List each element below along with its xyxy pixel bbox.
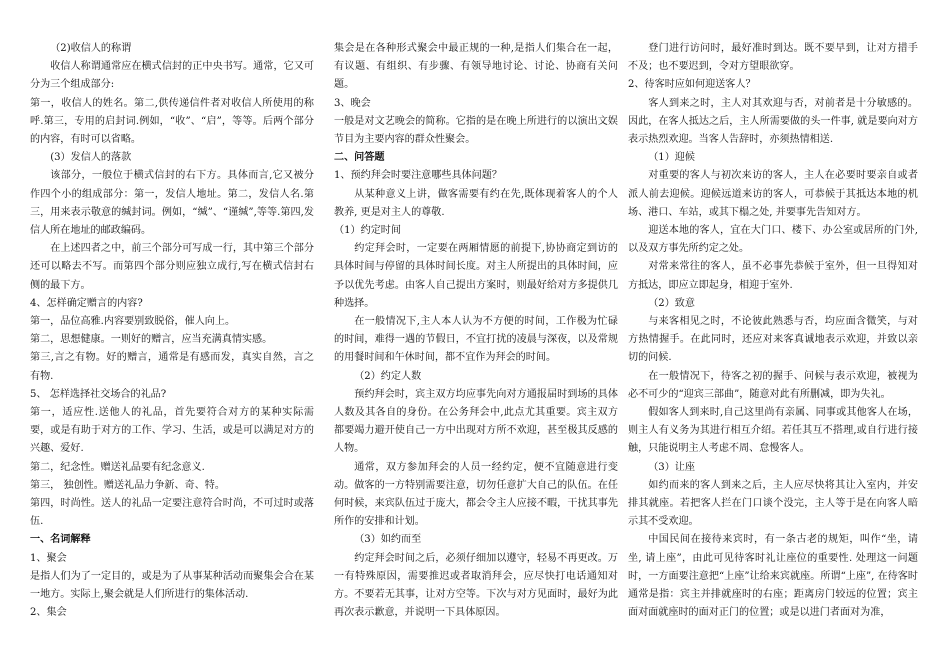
paragraph: （1）约定时间 (334, 225, 401, 237)
paragraph: 第四，时尚性。送人的礼品一定要注意符合时尚，不可过时或落伍. (30, 498, 314, 528)
paragraph: （3）让座 (648, 461, 695, 473)
paragraph: 登门进行访问时，最好准时到达。既不要早到，让对方措手不及；也不要迟到，令对方望眼欲穿。 (628, 43, 918, 73)
column-left (30, 40, 314, 623)
paragraph: 约定拜会时间之后，必须仔细加以遵守，轻易不再更改。万一有特殊原因，需要推迟或者取消拜会，应尽快打电话通知对方。不要若无其事，让对方空等。下次与对方见面时，最好为此再次表示歉意，并说明一下具体原因。 (334, 552, 618, 619)
paragraph: （2）约定人数 (354, 370, 422, 382)
paragraph: 是指人们为了一定目的，或是为了从事某种活动而聚集会合在某一地方。实际上,聚会就是人们所进行的集体活动. (30, 570, 314, 601)
paragraph: 第三,言之有物。好的赠言，通常是有感而发，真实自然，言之有物. (30, 352, 314, 382)
section-heading: 一、名词解释 (30, 534, 91, 546)
paragraph: 2、集会 (30, 607, 67, 619)
paragraph: 约定拜会时，一定要在两厢情愿的前提下,协协商定到访的具体时间与停留的具体时间长度。对主人所提出的具体时间，应予以优先考虑。由客人自己提出方案时，则最好给对方多提供几种选择。 (334, 243, 618, 309)
paragraph: 4、怎样确定赠言的内容? (30, 297, 143, 309)
paragraph: 客人到来之时，主人对其欢迎与否，对前者是十分敏感的。因此，在客人抵达之后，主人所需要做的头一件事, 就是要向对方表示热烈欢迎。当客人告辞时，亦须热情相送. (628, 97, 918, 146)
paragraph: 第二，思想健康。一则好的赠言，应当充满真情实感。 (30, 334, 273, 346)
paragraph: 收信人称谓通常应在横式信封的正中央书写。通常，它又可分为三个组成部分: (30, 61, 314, 91)
column-right (628, 40, 918, 623)
paragraph: 对常来常往的客人，虽不必事先恭候于室外，但一旦得知对方抵达，即应立即起身，相迎于室外. (628, 261, 918, 291)
paragraph: 第三， 独创性。赠送礼品力争新、奇、特。 (30, 479, 225, 491)
paragraph: （2）致意 (648, 297, 695, 309)
paragraph: 一般是对文艺晚会的简称。它指的是在晚上所进行的以演出文娱节目为主要内容的群众性聚会。 (334, 115, 618, 146)
paragraph: 在上述四者之中，前三个部分可写成一行，其中第三个部分还可以略去不写。而第四个部分则应独立成行,写在横式信封右侧的最下方。 (30, 243, 314, 291)
paragraph: 在一般情况下,主人本人认为不方便的时间，工作极为忙碌的时间，难得一遇的节假日，不宜打扰的凌晨与深夜，以及常规的用餐时间和午休时间，都不宜作为拜会的时间。 (334, 316, 618, 364)
paragraph: 1、聚会 (30, 552, 67, 564)
paragraph: 中国民间在接待来宾时，有一条古老的规矩，叫作“坐，请坐, 请上座”，由此可见待客时礼让座位的重要性. 处理这一问题时，一方面要注意把“上座”让给来宾就座。所谓“上座”, 在待客时通常是指：宾主并排就座时的右座；距离房门较远的位置；宾主面对面就座时的面对正门的位置；或是以进门者面对为准， (628, 534, 918, 619)
paragraph: 在一般情况下，待客之初的握手、问候与表示欢迎，被视为必不可少的“迎宾三部曲”，随意对此有所删减，即为失礼。 (628, 370, 918, 400)
paragraph: 第二，纪念性。赠送礼品要有纪念意义. (30, 461, 205, 473)
paragraph: 迎送本地的客人，宜在大门口、楼下、办公室或居所的门外,以及双方事先所约定之处。 (628, 225, 918, 255)
paragraph: 集会是在各种形式聚会中最正规的一种,是指人们集合在一起，有议题、有组织、有步骤、有领导地讨论、讨论、协商有关问题。 (334, 43, 618, 91)
section-heading: 二、问答题 (334, 152, 385, 164)
paragraph: 对重要的客人与初次来访的客人，主人在必要时要亲自或者派人前去迎候。迎候远道来访的客人，可恭候于其抵达本地的机场、港口、车站，或其下榻之处, 并要事先告知对方。 (628, 170, 918, 218)
paragraph: 假如客人到来时,自己这里尚有亲属、同事或其他客人在场，则主人有义务为其进行相互介绍。若任其互不搭理,或自行进行接触，只能说明主人考虑不周、怠慢客人。 (628, 407, 918, 455)
paragraph: 从某种意义上讲，做客需要有约在先,既体现着客人的个人教养, 更是对主人的尊敬. (334, 188, 618, 218)
paragraph: 通常，双方参加拜会的人员一经约定，便不宜随意进行变动。做客的一方特别需要注意，切勿任意扩大自己的队伍。在任何时候，来宾队伍过于庞大，都会令主人应接不暇，干扰其事先所作的安排和计划。 (334, 461, 618, 528)
paragraph: （1）迎候 (648, 152, 695, 164)
paragraph: 该部分，一般位于横式信封的右下方。具体而言,它又被分作四个小的组成部分：第一，发信人地址。第二，发信人名.第三，用来表示敬意的缄封词。例如，“缄”、“谨缄”,等等.第四,发信人所在地址的邮政编码。 (30, 170, 314, 237)
paragraph: 2、待客时应如何迎送客人？ (628, 79, 756, 91)
paragraph: 预约拜会时，宾主双方均应事先向对方通报届时到场的具体人数及其各自的身份。在公务拜会中,此点尤其重要。宾主双方都要竭力避开使自己一方中出现对方所不欢迎，甚至极其反感的人物。 (334, 388, 618, 455)
paragraph: 如约而来的客人到来之后，主人应尽快将其让入室内，并安排其就座。若把客人拦在门口谈个没完，主人等于是在向客人暗示其不受欢迎。 (628, 479, 918, 528)
paragraph: 与来客相见之时，不论彼此熟悉与否，均应面含微笑，与对方热情握手。在此同时，还应对来客真诚地表示欢迎，并致以亲切的问候. (628, 316, 918, 364)
paragraph: （3）如约而至 (354, 534, 422, 546)
paragraph: 5、 怎样选择社交场合的礼品? (30, 388, 167, 400)
paragraph: 第一，适应性.送他人的礼品，首先要符合对方的某种实际需要，或是有助于对方的工作、学习、生活，或是可以满足对方的兴趣、爱好. (30, 407, 314, 455)
paragraph: 第一，收信人的姓名。第二,供传递信件者对收信人所使用的称呼.第三，专用的启封词.例如，“收”、“启”，等等。后两个部分的内容，有时可以省略。 (30, 97, 314, 146)
paragraph: 1、预约拜会时要注意哪些具体问题？ (334, 170, 502, 182)
paragraph: (3）发信人的落款 (50, 152, 132, 164)
paragraph: 3、晚会 (334, 97, 371, 109)
column-middle (334, 40, 618, 623)
paragraph: （2)收信人的称谓 (50, 43, 132, 54)
paragraph: 第一，品位高雅.内容要别致脱俗，催人向上。 (30, 316, 236, 328)
